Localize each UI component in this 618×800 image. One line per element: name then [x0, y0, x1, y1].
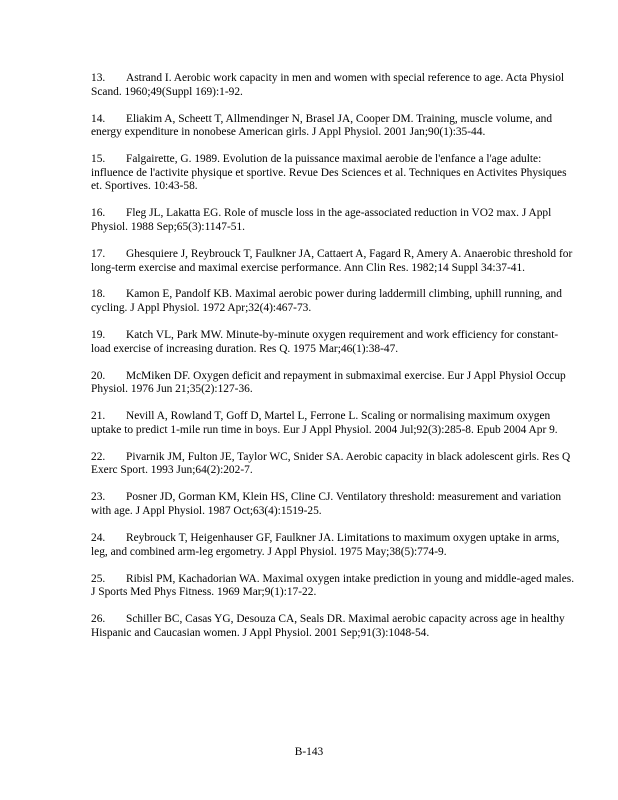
reference-number: 23.	[91, 491, 106, 504]
reference-number: 19.	[91, 329, 106, 342]
reference-text: Reybrouck T, Heigenhauser GF, Faulkner JA. Limitations to maximum oxygen uptake in arms, leg, and combined arm-leg ergometry. J Appl Physiol. 1975 May;38(5):774-9.	[91, 531, 560, 558]
reference-item	[91, 410, 575, 437]
reference-text: Schiller BC, Casas YG, Desouza CA, Seals DR. Maximal aerobic capacity across age in healthy Hispanic and Caucasian women. J Appl Physiol. 2001 Sep;91(3):1048-54.	[91, 613, 565, 639]
reference-text: Kamon E, Pandolf KB. Maximal aerobic power during laddermill climbing, uphill running, and cycling. J Appl Physiol. 1972 Apr;32(4):467-73.	[91, 288, 562, 315]
reference-text: Ghesquiere J, Reybrouck T, Faulkner JA, Cattaert A, Fagard R, Amery A. Anaerobic threshold for long-term exercise and maximal exercise performance. Ann Clin Res. 1982;14 Suppl 34:37-41.	[91, 247, 573, 274]
reference-number: 20.	[91, 369, 106, 382]
reference-item	[91, 72, 575, 99]
reference-item	[91, 532, 575, 559]
reference-item	[91, 248, 575, 275]
reference-number: 16.	[91, 207, 106, 220]
reference-number: 24.	[91, 531, 106, 544]
reference-item	[91, 207, 575, 234]
reference-number: 15.	[91, 153, 106, 166]
reference-text: Ribisl PM, Kachadorian WA. Maximal oxygen intake prediction in young and middle-aged males. J Sports Med Phys Fitness. 1969 Mar;9(1):17-22.	[91, 572, 575, 599]
reference-item	[91, 329, 575, 356]
reference-number: 22.	[91, 450, 106, 463]
reference-text: Posner JD, Gorman KM, Klein HS, Cline CJ. Ventilatory threshold: measurement and variation with age. J Appl Physiol. 1987 Oct;63(4):1519-25.	[91, 491, 562, 517]
page-number: B-143	[294, 746, 324, 758]
reference-text: McMiken DF. Oxygen deficit and repayment in submaximal exercise. Eur J Appl Physiol Occup Physiol. 1976 Jun 21;35(2):127-36.	[91, 369, 566, 396]
reference-number: 14.	[91, 112, 106, 125]
reference-text: Astrand I. Aerobic work capacity in men and women with special reference to age. Acta Physiol Scand. 1960;49(Suppl 169):1-92.	[91, 72, 565, 98]
reference-item	[91, 288, 575, 315]
reference-item	[91, 451, 575, 478]
reference-number: 25.	[91, 572, 106, 585]
reference-number: 21.	[91, 410, 106, 423]
reference-text: Katch VL, Park MW. Minute-by-minute oxygen requirement and work efficiency for constant-load exercise of increasing duration. Res Q. 1975 Mar;46(1):38-47.	[91, 329, 559, 355]
reference-item	[91, 613, 575, 640]
reference-text: Falgairette, G. 1989. Evolution de la puissance maximal aerobie de l'enfance a l'age adulte: influence de l'activite physique et sportive. Revue Des Sciences et al. Techniques en Activites Physiques et. Sportives. 10:43-58.	[91, 153, 567, 193]
reference-item	[91, 573, 575, 600]
reference-list	[91, 72, 575, 654]
reference-text: Eliakim A, Scheett T, Allmendinger N, Brasel JA, Cooper DM. Training, muscle volume, and energy expenditure in nonobese American girls. J Appl Physiol. 2001 Jan;90(1):35-44.	[91, 112, 553, 139]
reference-text: Fleg JL, Lakatta EG. Role of muscle loss in the age-associated reduction in VO2 max. J Appl Physiol. 1988 Sep;65(3):1147-51.	[91, 207, 552, 233]
reference-item	[91, 113, 575, 140]
reference-item	[91, 153, 575, 194]
reference-number: 17.	[91, 247, 106, 260]
reference-number: 13.	[91, 72, 106, 84]
reference-number: 26.	[91, 613, 106, 626]
reference-text: Nevill A, Rowland T, Goff D, Martel L, Ferrone L. Scaling or normalising maximum oxygen uptake to predict 1-mile run time in boys. Eur J Appl Physiol. 2004 Jul;92(3):285-8. Epub 2004 Apr 9.	[91, 410, 558, 436]
reference-item	[91, 491, 575, 518]
reference-item	[91, 370, 575, 397]
reference-text: Pivarnik JM, Fulton JE, Taylor WC, Snider SA. Aerobic capacity in black adolescent girls. Res Q Exerc Sport. 1993 Jun;64(2):202-7.	[91, 450, 571, 477]
reference-number: 18.	[91, 288, 106, 301]
